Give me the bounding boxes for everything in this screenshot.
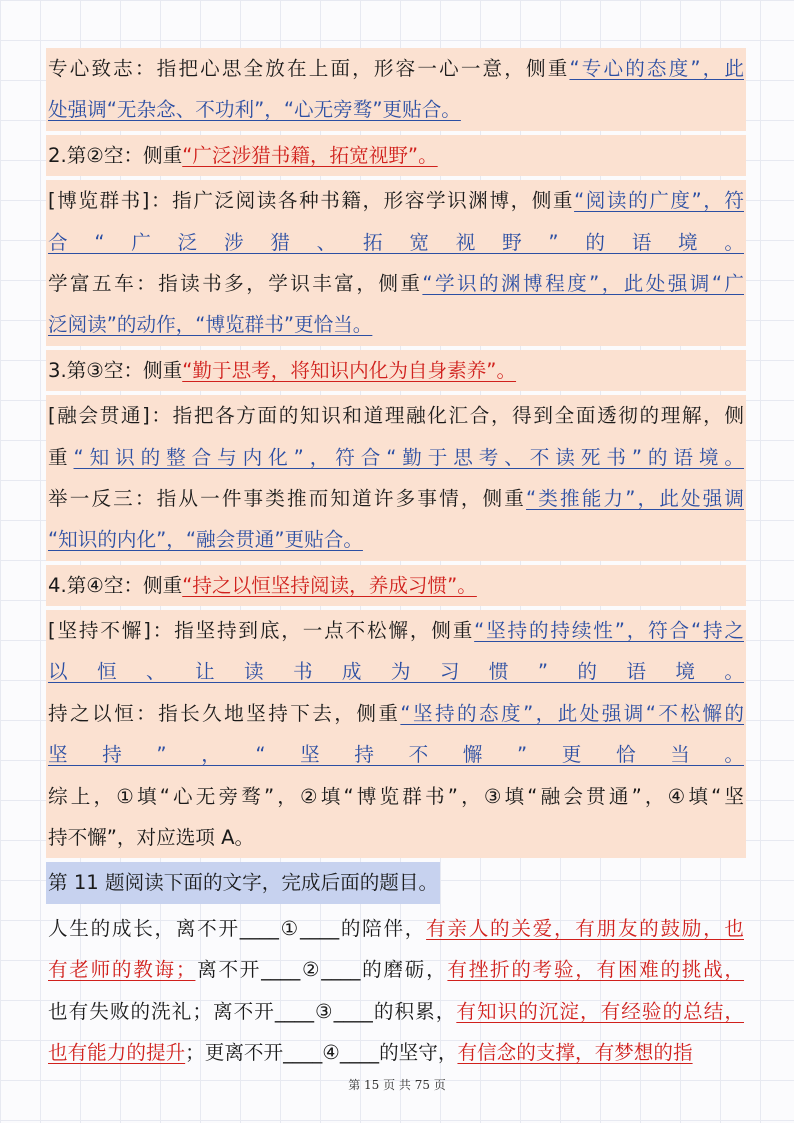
text-line — [48, 89, 744, 130]
blue-underlined-text: “坚持的态度”，此处强调“不松懈的 — [400, 701, 745, 725]
red-underlined-text: 也有能力的提升 — [48, 1040, 186, 1064]
text-line — [48, 519, 744, 560]
text-line — [48, 1032, 744, 1073]
red-underlined-text: “勤于思考，将知识内化为自身素养”。 — [182, 358, 517, 382]
text-line — [48, 908, 744, 949]
text-line — [48, 565, 744, 606]
text-line — [48, 135, 744, 176]
red-underlined-text: 有挫折的考验，有困难的挑战， — [447, 958, 745, 982]
text-line — [48, 48, 744, 89]
red-underlined-text: 有知识的沉淀，有经验的总结， — [456, 999, 744, 1023]
plain-text: 也有失败的洗礼；离不开____③____的积累， — [48, 999, 457, 1023]
question-passage — [46, 908, 746, 1074]
blue-underlined-text: 以恒、让读书成为习惯”的语境。 — [48, 660, 744, 684]
text-line — [48, 180, 744, 221]
blue-underlined-text: “学识的渊博程度”，此处强调“广 — [422, 271, 744, 295]
red-underlined-text: “广泛涉猎书籍，拓宽视野”。 — [182, 143, 438, 167]
text-line — [48, 222, 744, 263]
blue-underlined-text: “坚持的持续性”，符合“持之 — [474, 619, 744, 643]
text-line — [48, 949, 744, 990]
answer-block — [46, 135, 746, 176]
red-underlined-text: 有老师的教诲； — [48, 958, 196, 982]
blue-underlined-text: “专心的态度”，此 — [569, 57, 744, 80]
text-line — [48, 395, 744, 436]
plain-text: 3.第③空：侧重 — [48, 358, 183, 382]
text-line — [48, 304, 744, 345]
red-underlined-text: “持之以恒坚持阅读，养成习惯”。 — [182, 573, 477, 597]
answer-block — [46, 48, 746, 131]
text-line — [48, 991, 744, 1032]
plain-text: 持不懈”，对应选项 A。 — [48, 826, 255, 850]
plain-text: 第 11 题阅读下面的文字，完成后面的题目。 — [48, 871, 439, 895]
plain-text: 专心致志：指把心思全放在上面，形容一心一意，侧重 — [48, 57, 570, 80]
plain-text: 学富五车：指读书多，学识丰富，侧重 — [48, 271, 423, 295]
question-heading — [46, 862, 440, 903]
blue-underlined-text: “类推能力”，此处强调 — [526, 486, 744, 510]
text-line — [48, 651, 744, 692]
plain-text: [博览群书]：指广泛阅读各种书籍，形容学识渊博，侧重 — [48, 189, 575, 213]
plain-text: 重 — [48, 445, 74, 469]
text-line — [48, 610, 744, 651]
document-body — [46, 48, 746, 1077]
plain-text: 持之以恒：指长久地坚持下去，侧重 — [48, 701, 401, 725]
page-footer: 第 15 页 共 75 页 — [348, 1078, 446, 1092]
answer-block — [46, 565, 746, 606]
blue-underlined-text: “知识的整合与内化”，符合“勤于思考、不读死书”的语境。 — [73, 445, 745, 469]
answer-block — [46, 610, 746, 858]
answer-block — [46, 395, 746, 561]
red-underlined-text: 有亲人的关爱，有朋友的鼓励，也 — [426, 916, 744, 940]
plain-text: 离不开____②____的磨砺， — [195, 958, 448, 982]
blue-underlined-text: 坚持”，“坚持不懈”更恰当。 — [48, 743, 744, 767]
text-line — [48, 263, 744, 304]
blue-underlined-text: “阅读的广度”，符 — [574, 189, 744, 213]
plain-text: 举一反三：指从一件事类推而知道许多事情，侧重 — [48, 486, 527, 510]
text-line — [48, 478, 744, 519]
plain-text: ；更离不开____④____的坚守， — [185, 1040, 458, 1064]
answer-block — [46, 350, 746, 391]
plain-text: 人生的成长，离不开____①____的陪伴， — [48, 916, 427, 940]
plain-text: 2.第②空：侧重 — [48, 143, 183, 167]
red-underlined-text: 有信念的支撑，有梦想的指 — [457, 1040, 693, 1064]
blue-underlined-text: 处强调“无杂念、不功利”，“心无旁骛”更贴合。 — [48, 98, 461, 122]
text-line — [48, 693, 744, 734]
blue-underlined-text: “知识的内化”，“融会贯通”更贴合。 — [48, 528, 363, 552]
text-line — [48, 437, 744, 478]
text-line — [48, 862, 438, 903]
text-line — [48, 734, 744, 775]
answer-block — [46, 180, 746, 346]
text-line — [48, 776, 744, 817]
blue-underlined-text: 泛阅读”的动作，“博览群书”更恰当。 — [48, 313, 373, 337]
text-line — [48, 817, 744, 858]
plain-text: [坚持不懈]：指坚持到底，一点不松懈，侧重 — [48, 619, 475, 643]
blue-underlined-text: 合“广泛涉猎、拓宽视野”的语境。 — [48, 230, 744, 254]
plain-text: [融会贯通]：指把各方面的知识和道理融化汇合，得到全面透彻的理解，侧 — [48, 404, 744, 428]
plain-text: 4.第④空：侧重 — [48, 573, 183, 597]
plain-text: 综上，①填“心无旁骛”，②填“博览群书”，③填“融会贯通”，④填“坚 — [48, 784, 744, 808]
text-line — [48, 350, 744, 391]
